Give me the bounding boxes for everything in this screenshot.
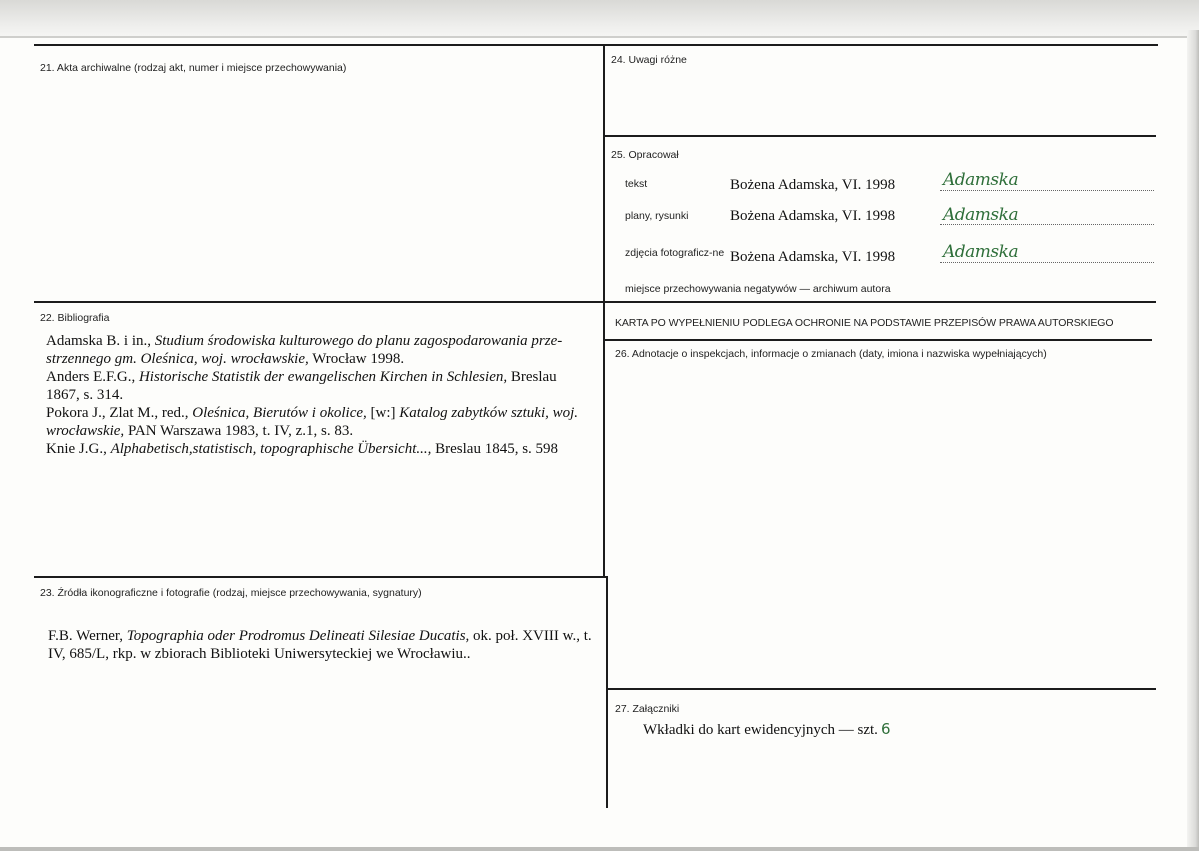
- attachments-count: 6: [880, 720, 891, 738]
- scan-right-edge: [1187, 30, 1199, 851]
- row-plany-value: Bożena Adamska, VI. 1998: [730, 208, 896, 224]
- bib-rest-secondary: PAN Warszawa 1983, t. IV, z.1, s. 83.: [124, 423, 354, 439]
- scan-top-edge: [0, 0, 1199, 38]
- section-24-label: 24. Uwagi różne: [611, 54, 687, 66]
- scan-bottom-edge: [0, 847, 1199, 851]
- bib-title: Studium środowiska kulturowego do planu zagospodarowania prze-strzennego gm. Oleśnica, woj. wrocławskie,: [46, 333, 563, 367]
- row-tekst-signature: Adamska: [943, 170, 1019, 190]
- bib-author: Anders E.F.G.,: [46, 369, 139, 385]
- rule-24-25: [603, 135, 1156, 137]
- section-27-label: 27. Załączniki: [615, 703, 680, 715]
- icon-title: Topographia oder Prodromus Delineati Silesiae Ducatis,: [126, 628, 470, 644]
- row-tekst-dotted-line: [940, 190, 1154, 191]
- rule-26-27: [606, 688, 1156, 690]
- bibliography-entry: [46, 332, 594, 368]
- section-26-label: 26. Adnotacje o inspekcjach, informacje o zmianach (daty, imiona i nazwiska wypełniających): [615, 348, 1047, 360]
- bibliography-entry: [46, 404, 594, 440]
- bib-title: Oleśnica, Bierutów i okolice,: [192, 405, 367, 421]
- row-zdjecia-signature: Adamska: [943, 242, 1019, 262]
- row-plany-category: plany, rysunki: [625, 210, 689, 222]
- copyright-notice: KARTA PO WYPEŁNIENIU PODLEGA OCHRONIE NA PODSTAWIE PRZEPISÓW PRAWA AUTORSKIEGO: [615, 317, 1114, 329]
- rule-copyright-26: [603, 339, 1152, 341]
- bib-title: Alphabetisch,statistisch, topographische Übersicht...,: [110, 441, 432, 457]
- section-25-label: 25. Opracował: [611, 149, 679, 161]
- attachments-label: Wkładki do kart ewidencyjnych — szt.: [643, 722, 878, 738]
- rule-top: [34, 44, 1158, 46]
- row-plany-signature: Adamska: [943, 205, 1019, 225]
- rule-column-divider: [603, 44, 605, 576]
- rule-22-23: [34, 576, 606, 578]
- icon-author: F.B. Werner,: [48, 628, 127, 644]
- icon-rest: ok. poł. XVIII w., t. IV, 685/L, rkp. w zbiorach Biblioteki Uniwersyteckiej we Wrocławiu..: [48, 628, 592, 662]
- bibliography-entry: [46, 440, 594, 458]
- rule-25-copyright: [603, 301, 1156, 303]
- bib-rest: Breslau 1867, s. 314.: [46, 369, 557, 403]
- row-tekst-category: tekst: [625, 178, 648, 190]
- bib-rest: Breslau 1845, s. 598: [431, 441, 559, 457]
- negatives-location: miejsce przechowywania negatywów — archiwum autora: [625, 283, 891, 295]
- bib-rest: Wrocław 1998.: [308, 351, 405, 367]
- row-plany-dotted-line: [940, 224, 1154, 225]
- bib-author: Knie J.G.,: [46, 441, 111, 457]
- bib-author: Adamska B. i in.,: [46, 333, 155, 349]
- scan-top-edge-line: [0, 36, 1199, 38]
- row-zdjecia-dotted-line: [940, 262, 1154, 263]
- iconography-entry: [48, 627, 602, 663]
- bib-title-secondary: Katalog zabytków sztuki, woj. wrocławskie,: [46, 405, 579, 439]
- bibliography-list: [46, 332, 594, 458]
- row-zdjecia-value: Bożena Adamska, VI. 1998: [730, 249, 896, 265]
- section-23-label: 23. Źródła ikonograficzne i fotografie (rodzaj, miejsce przechowywania, sygnatury): [40, 587, 422, 599]
- attachments-text: [643, 720, 890, 739]
- row-zdjecia-category: zdjęcia fotograficz-ne: [625, 247, 725, 259]
- rule-column-divider-lower: [606, 576, 608, 808]
- bib-author: Pokora J., Zlat M., red.,: [46, 405, 193, 421]
- rule-21-22: [34, 301, 604, 303]
- section-21-label: 21. Akta archiwalne (rodzaj akt, numer i miejsce przechowywania): [40, 62, 347, 74]
- bibliography-entry: [46, 368, 594, 404]
- row-tekst-value: Bożena Adamska, VI. 1998: [730, 177, 896, 193]
- section-22-label: 22. Bibliografia: [40, 312, 110, 324]
- bib-title: Historische Statistik der ewangelischen Kirchen in Schlesien,: [138, 369, 508, 385]
- bib-rest: [w:]: [366, 405, 400, 421]
